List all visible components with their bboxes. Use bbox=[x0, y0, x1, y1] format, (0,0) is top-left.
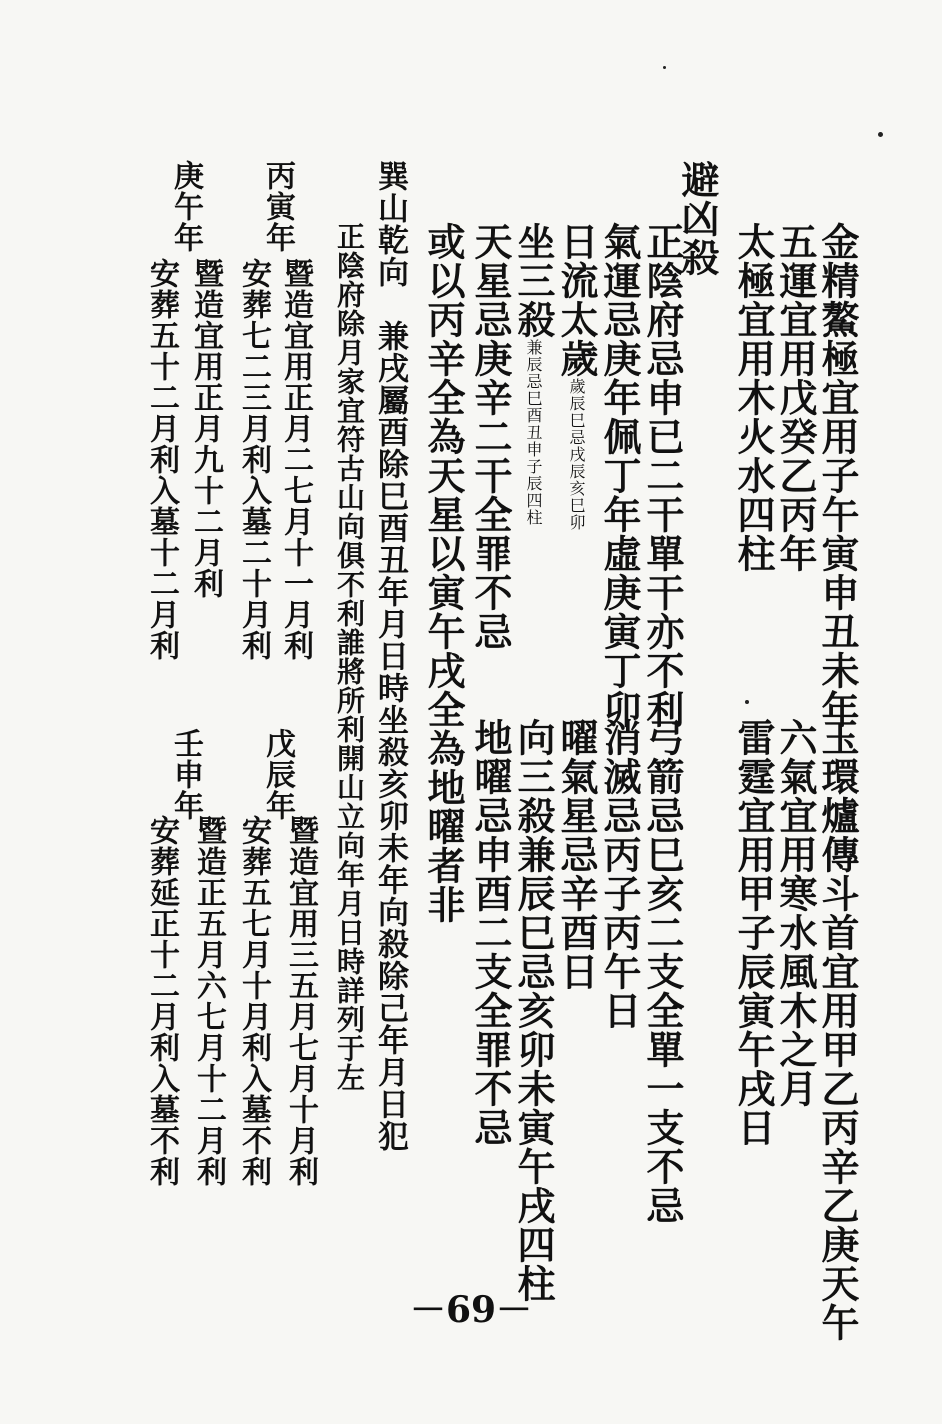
wuchen-burial: 安葬五七月十月利入墓不利 bbox=[236, 815, 271, 1187]
text-column-wuyun: 五運宜用戊癸乙丙年 bbox=[773, 222, 818, 573]
scan-speck bbox=[663, 66, 666, 69]
text-column-xiangsansha: 向三殺兼辰巳忌亥卯未寅午戌四柱 bbox=[511, 718, 556, 1303]
renshen-burial: 安葬延正十二月利入墓不利 bbox=[144, 815, 179, 1187]
gengwu-construction: 暨造宜用正月九十二月利 bbox=[188, 258, 223, 599]
text-column-gongjian: 弓箭忌巳亥二支全單一支不忌 bbox=[640, 718, 685, 1225]
zuosansha-note: 兼辰忌巳酉丑申子辰四柱 bbox=[524, 339, 543, 526]
scan-speck bbox=[745, 700, 749, 704]
text-column-xunshan: 巽山乾向 兼戌屬酉除巳酉丑年月日時坐殺亥卯未年向殺除己年月日犯 bbox=[372, 160, 408, 1152]
text-column-jinjing: 金精鰲極宜用子午寅申丑未年 bbox=[815, 222, 860, 729]
text-column-qiyun: 氣運忌庚年佩丁年虛庚寅丁卯 bbox=[597, 222, 642, 729]
year-label-renshen: 壬申年 bbox=[168, 728, 203, 821]
year-label-wuchen: 戊辰年 bbox=[260, 728, 295, 821]
text-column-yinfu: 正陰府忌申已二干單干亦不利 bbox=[640, 222, 685, 729]
page-number: －69－ bbox=[409, 1289, 533, 1331]
text-column-yuhuan: 玉環爐傳斗首宜用甲乙丙辛乙庚天午 bbox=[815, 718, 860, 1342]
text-column-liutaisui bbox=[554, 222, 599, 531]
text-column-liuqi: 六氣宜用寒水風木之月 bbox=[773, 718, 818, 1108]
text-column-diyao: 地曜忌申酉二支全罪不忌 bbox=[468, 718, 513, 1147]
wuchen-construction: 暨造宜用三五月七月十月利 bbox=[283, 815, 318, 1187]
scan-speck bbox=[878, 132, 883, 137]
text-column-zhengyinfu: 正陰府除月家宜符古山向俱不利誰將所利開山立向年月日時詳列于左 bbox=[333, 222, 366, 1092]
year-label-gengwu: 庚午年 bbox=[168, 160, 203, 253]
liutaisui-main: 日流太歲 bbox=[554, 222, 599, 378]
text-column-yaoqi: 曜氣星忌辛酉日 bbox=[554, 718, 599, 991]
liutaisui-note: 歲辰巳忌戌辰亥巳卯 bbox=[567, 378, 586, 531]
text-column-zuosansha bbox=[511, 222, 556, 526]
text-column-leiting: 雷霆宜用甲子辰寅午戌日 bbox=[731, 718, 776, 1147]
gengwu-burial: 安葬五十二月利入墓十二月利 bbox=[144, 258, 179, 661]
renshen-construction: 暨造正五月六七月十二月利 bbox=[191, 815, 226, 1187]
zuosansha-main: 坐三殺 bbox=[511, 222, 556, 339]
bingyin-construction: 暨造宜用正月二七月十一月利 bbox=[278, 258, 313, 661]
text-column-xiaomie: 消滅忌丙子丙午日 bbox=[597, 718, 642, 1030]
bingyin-burial: 安葬七二三月利入墓二十月利 bbox=[236, 258, 271, 661]
year-label-bingyin: 丙寅年 bbox=[260, 160, 295, 253]
text-column-taiji: 太極宜用木火水四柱 bbox=[731, 222, 776, 573]
text-column-huoyi: 或以丙辛全為天星以寅午戌全為地曜者非 bbox=[421, 222, 466, 924]
section-heading: 避凶殺 bbox=[675, 160, 720, 277]
text-column-tianxing: 天星忌庚辛二干全罪不忌 bbox=[468, 222, 513, 651]
